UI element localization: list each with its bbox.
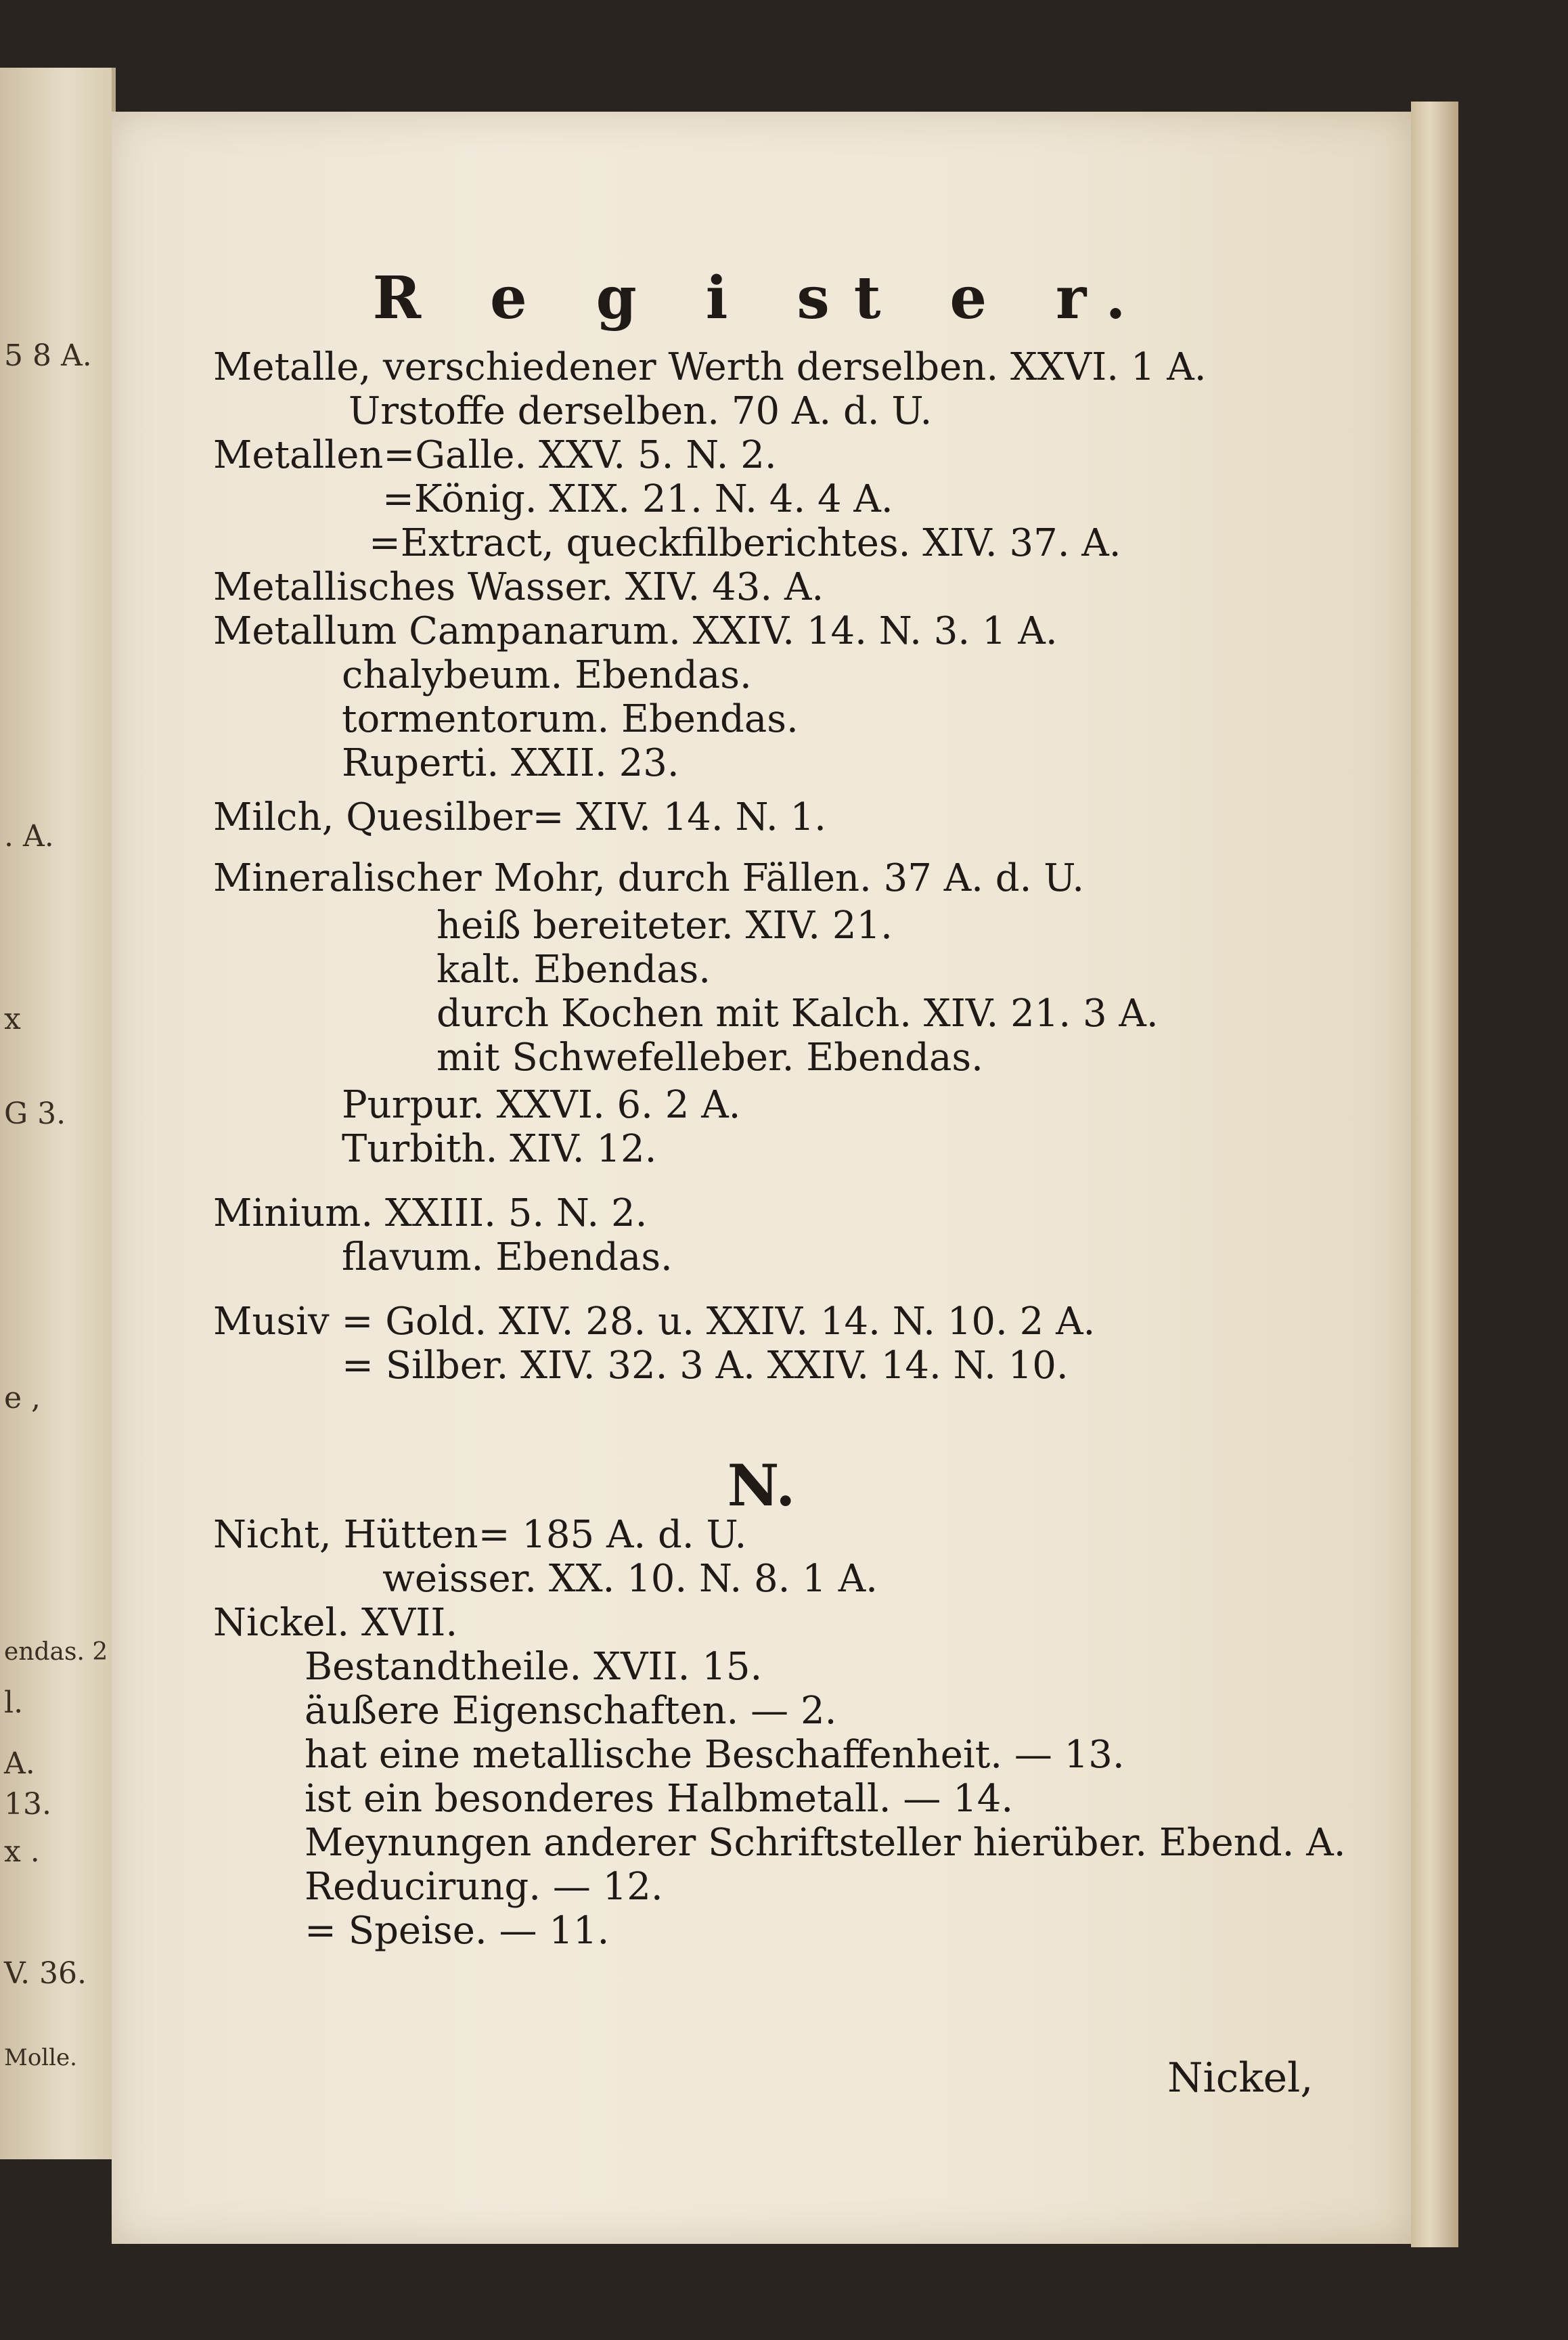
- index-entry: flavum. Ebendas.: [342, 1235, 673, 1279]
- book-page: [112, 112, 1411, 2244]
- index-entry: Metallisches Wasser. XIV. 43. A.: [213, 565, 824, 609]
- left-page-fragment: Molle.: [4, 2044, 77, 2071]
- index-entry: Bestandtheile. XVII. 15.: [305, 1645, 763, 1689]
- index-entry: Mineralischer Mohr, durch Fällen. 37 A. d. U.: [213, 856, 1085, 900]
- index-entry: Metallum Campanarum. XXIV. 14. N. 3. 1 A.: [213, 609, 1058, 653]
- left-page-fragment: x .: [4, 1834, 40, 1869]
- left-page-edge: [0, 68, 116, 2159]
- index-entry: =König. XIX. 21. N. 4. 4 A.: [382, 477, 893, 521]
- index-entry: = Silber. XIV. 32. 3 A. XXIV. 14. N. 10.: [342, 1344, 1069, 1388]
- index-entry: tormentorum. Ebendas.: [342, 697, 799, 741]
- index-entry: ist ein besonderes Halbmetall. — 14.: [305, 1777, 1014, 1821]
- index-entry: äußere Eigenschaften. — 2.: [305, 1689, 837, 1733]
- index-entry: Reducirung. — 12.: [305, 1865, 663, 1909]
- index-entry: heiß bereiteter. XIV. 21.: [436, 904, 893, 948]
- index-entry: Ruperti. XXII. 23.: [342, 741, 679, 785]
- index-entry: Musiv = Gold. XIV. 28. u. XXIV. 14. N. 10. 2 A.: [213, 1300, 1096, 1344]
- index-entry: Metallen=Galle. XXV. 5. N. 2.: [213, 433, 777, 477]
- left-page-fragment: l.: [4, 1685, 24, 1720]
- left-page-fragment: . A.: [4, 819, 54, 854]
- index-entry: weisser. XX. 10. N. 8. 1 A.: [382, 1557, 878, 1601]
- index-entry: durch Kochen mit Kalch. XIV. 21. 3 A.: [436, 992, 1159, 1036]
- index-entry: Metalle, verschiedener Werth derselben. XXVI. 1 A.: [213, 345, 1207, 389]
- index-entry: Milch, Quesilber= XIV. 14. N. 1.: [213, 795, 826, 839]
- catchword: Nickel,: [1167, 2054, 1314, 2102]
- left-page-fragment: endas. 2: [4, 1638, 108, 1666]
- left-page-fragment: x: [4, 1002, 21, 1036]
- left-page-fragment: G 3.: [4, 1097, 66, 1131]
- index-entry: hat eine metallische Beschaffenheit. — 13.: [305, 1733, 1125, 1777]
- left-page-fragment: A.: [4, 1746, 35, 1781]
- index-entry: kalt. Ebendas.: [436, 948, 711, 992]
- index-entry: =Extract, queckfilberichtes. XIV. 37. A.: [369, 521, 1121, 565]
- index-entry: Urstoffe derselben. 70 A. d. U.: [349, 389, 933, 433]
- index-entry: Minium. XXIII. 5. N. 2.: [213, 1191, 648, 1235]
- section-letter: N.: [727, 1452, 796, 1519]
- index-entry: Meynungen anderer Schriftsteller hierüber. Ebend. A.: [305, 1821, 1346, 1865]
- index-entry: Purpur. XXVI. 6. 2 A.: [342, 1083, 741, 1127]
- index-entry: Nickel. XVII.: [213, 1601, 458, 1645]
- page-heading: R e g i st e r.: [372, 264, 1150, 332]
- index-entry: = Speise. — 11.: [305, 1909, 610, 1953]
- index-entry: mit Schwefelleber. Ebendas.: [436, 1036, 983, 1080]
- index-entry: Turbith. XIV. 12.: [342, 1127, 657, 1171]
- index-entry: Nicht, Hütten= 185 A. d. U.: [213, 1513, 747, 1557]
- page-edge: [1411, 102, 1458, 2247]
- index-entry: chalybeum. Ebendas.: [342, 653, 752, 697]
- left-page-fragment: 5 8 A.: [4, 338, 92, 373]
- left-page-fragment: V. 36.: [4, 1956, 87, 1991]
- left-page-fragment: e ,: [4, 1381, 41, 1415]
- left-page-fragment: 13.: [4, 1787, 51, 1822]
